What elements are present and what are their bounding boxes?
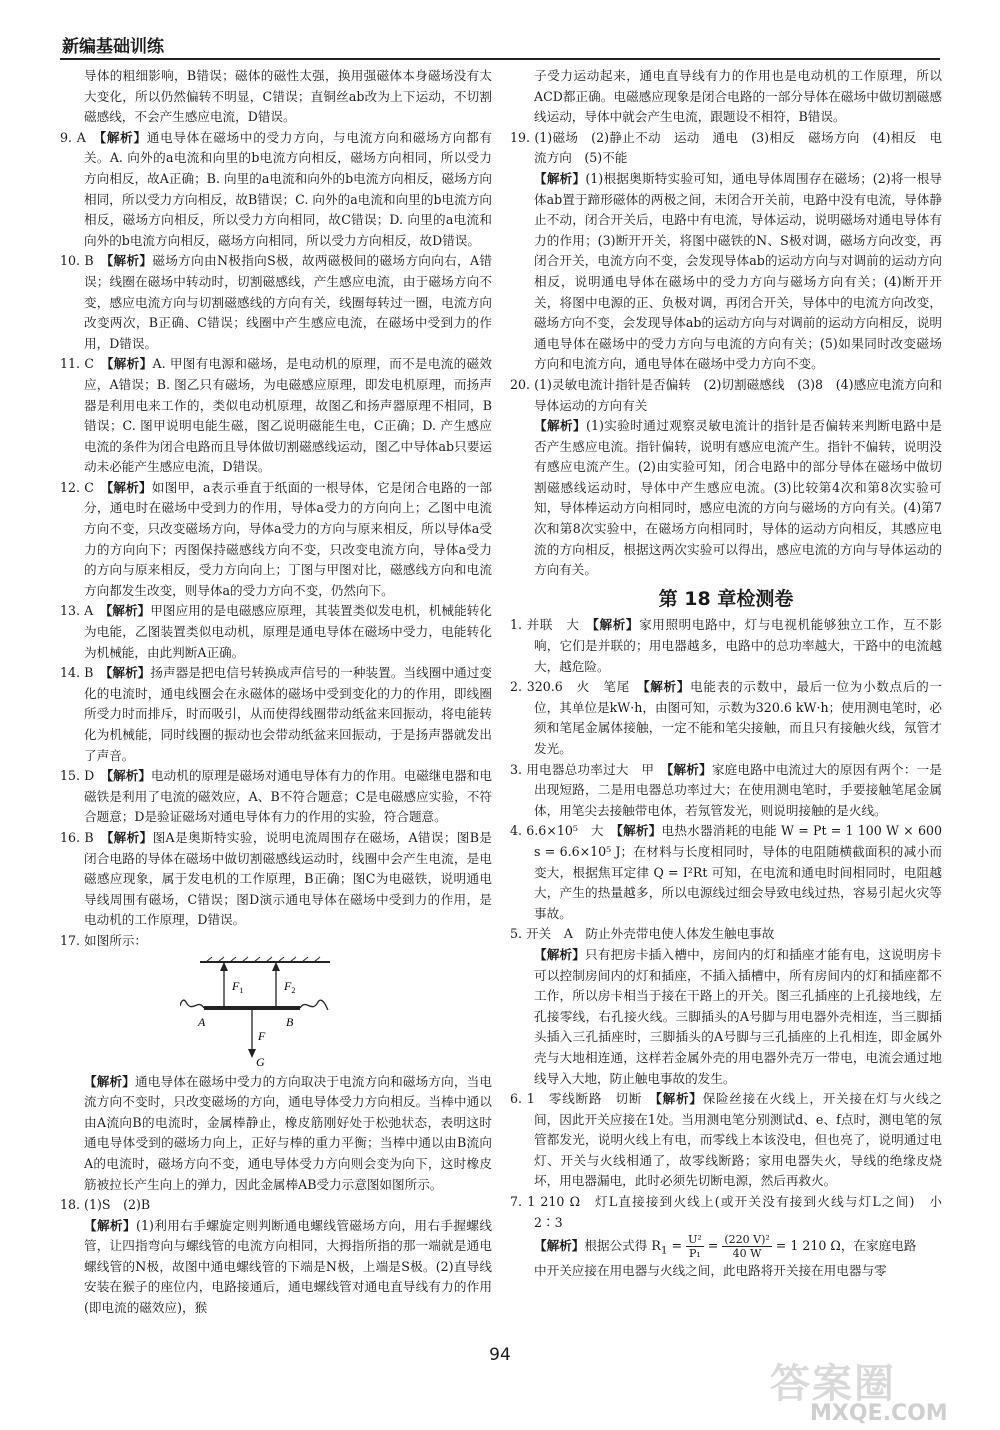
answer-head: 17. 如图所示： bbox=[60, 932, 148, 948]
answer-paragraph: 导体的粗细影响，B错误；磁体的磁性太强，换用强磁体本身磁场没有太大变化，所以仍然偏转不明显，C错误；直铜丝ab改为上下运动，不切割磁感线，不会产生感应电流，D错误。 bbox=[84, 68, 492, 125]
answer-head: 11. C bbox=[60, 356, 108, 372]
f1-label: $F_1$ bbox=[232, 978, 244, 995]
answer-item-17 bbox=[60, 931, 492, 952]
answer-text: A. 甲图有电源和磁场，是电动机的原理，而不是电流的磁效应，A错误；B. 图乙只有磁场，为电磁感应原理，即发电机原理，而扬声器是利用电来工作的，类似电动机原理，故图乙和扬声器原理不相同，B错误；C. 图甲说明电能生磁，图乙说明磁能生电，C正确；D. 产生感应电流的条件为闭合电路而且导体做切割磁感线运动，图乙中导体ab只要运动未必能产生感应电流，D错误。 bbox=[84, 356, 492, 475]
answer-item-18 bbox=[60, 1195, 492, 1216]
answer-text: 中开关应接在用电器与火线之间，此电路将开关接在用电器与零 bbox=[534, 1263, 887, 1279]
analysis-tag: 【解析】 bbox=[616, 823, 662, 839]
f1-arrowhead bbox=[220, 962, 228, 971]
force-f-label: F bbox=[258, 1028, 266, 1043]
formula-eq: = bbox=[703, 1238, 723, 1254]
analysis-tag: 【解析】 bbox=[107, 829, 153, 845]
answer-text: 图A是奥斯特实验，说明电流周围存在磁场，A错误；图B是闭合电路的导体在磁场中做切割磁感线运动时，线圈中会产生电流，是电磁感应现象，属于发电机的工作原理，B正确；图C为电磁铁，说明通电导线周围有磁场，C错误；图D演示通电导体在磁场中受到力的作用，是电动机的工作原理，D错误。 bbox=[84, 829, 493, 928]
right-column bbox=[510, 66, 955, 1282]
analysis-tag: 【解析】 bbox=[534, 946, 586, 962]
answer-head: 14. B bbox=[60, 665, 107, 681]
formula-post: = 1 210 Ω，在家庭电路 bbox=[771, 1238, 917, 1254]
formula-eq: = bbox=[667, 1238, 687, 1254]
analysis-tag: 【解析】 bbox=[99, 129, 147, 145]
analysis-tag: 【解析】 bbox=[105, 603, 151, 619]
force-diagram bbox=[180, 956, 380, 1068]
fraction-denominator: P₁ bbox=[689, 1247, 701, 1261]
answer-head: 5. 开关 A 防止外壳带电使人体发生触电事故 bbox=[510, 926, 775, 942]
answer-text: 甲图应用的是电磁感应原理，其装置类似发电机，机械能转化为电能，乙图装置类似电动机，原理是通电导体在磁场中受力，电能转化为机械能，由此判断A正确。 bbox=[84, 603, 492, 660]
formula-pre: 根据公式得 R bbox=[584, 1238, 661, 1254]
watermark-logo bbox=[770, 1352, 970, 1426]
fraction-220v-40w bbox=[722, 1233, 771, 1260]
answer-head: 20. (1)灵敏电流计指针是否偏转 (2)切割磁感线 (3)8 (4)感应电流方向和导体运动的方向有关 bbox=[510, 376, 942, 413]
answer-head: 15. D bbox=[60, 768, 107, 784]
answer-item-17-analysis bbox=[60, 1072, 492, 1196]
header-rule bbox=[60, 58, 940, 60]
f2-label: $F_2$ bbox=[284, 978, 296, 995]
fraction-u2-p1 bbox=[686, 1233, 704, 1260]
answer-head: 7. 1 210 Ω 灯L直接接到火线上(或开关没有接到火线与灯L之间) 小 2∶3 bbox=[510, 1194, 955, 1230]
watermark-text: 答案圈 bbox=[770, 1361, 896, 1407]
analysis-tag: 【解析】 bbox=[592, 617, 640, 633]
test-item-7 bbox=[510, 1192, 955, 1233]
chapter-title: 第 18 章检测卷 bbox=[658, 587, 794, 610]
analysis-tag: 【解析】 bbox=[107, 356, 153, 372]
test-item-3 bbox=[510, 760, 942, 822]
answer-text: 家用照明电路中，灯与电视机能够独立工作，互不影响，它们是并联的；用电器越多，电路中的总功率越大，干路中的电流越大，越危险。 bbox=[534, 617, 942, 674]
answer-text: 电能表的示数中，最后一位为小数点后的一位，其单位是kW·h，由图可知，示数为320.6 kW·h；使用测电笔时，必须和笔尾金属体接触，一定不能和笔尖接触，而且只有接触火线，氖管才发光。 bbox=[534, 679, 943, 756]
answer-head: 12. C bbox=[60, 479, 107, 495]
test-item-2 bbox=[510, 677, 942, 759]
book-title: 新编基础训练 bbox=[62, 37, 164, 57]
test-item-4 bbox=[510, 821, 942, 924]
answer-item-14 bbox=[60, 663, 492, 766]
fraction-numerator: (220 V)² bbox=[724, 1233, 770, 1247]
answer-text: 家庭电路中电流过大的原因有两个：一是出现短路，二是用电器总功率过大；在使用测电笔时，手要接触笔尾金属体，用笔尖去接触带电体，若氖管发光，则说明接触的是火线。 bbox=[534, 761, 942, 818]
answer-text: (1)实验时通过观察灵敏电流计的指针是否偏转来判断电路中是否产生感应电流。指针偏转，说明有感应电流产生。指针不偏转，说明没有感应电流产生。(2)由实验可知，闭合电路中的部分导体在磁场中做切割磁感线运动时，导体中产生感应电流。(3)比较第4次和第8次实验可知，导体棒运动方向相同时，感应电流的方向与磁场的方向有关。(4)第7次和第8次实验中，在磁场方向相同时，导体的运动方向相反，其感应电流的方向相反，根据这两次实验可以得出，感应电流的方向与导体运动的方向有关。 bbox=[534, 418, 943, 578]
answer-head: 19. (1)磁场 (2)静止不动 运动 通电 (3)相反 磁场方向 (4)相反 电流方向 (5)不能 bbox=[510, 129, 942, 166]
analysis-tag: 【解析】 bbox=[666, 761, 712, 777]
answer-head: 6. 1 零线断路 切断 bbox=[510, 1091, 656, 1107]
fraction-denominator: 40 W bbox=[732, 1247, 762, 1261]
answer-item-11 bbox=[60, 354, 492, 478]
answer-paragraph: 子受力运动起来，通电直导线有力的作用也是电动机的工作原理，所以ACD都正确。电磁感应现象是闭合电路的一部分导体在磁场中做切割磁感线运动，导体中就会产生电流，跟题设不相符，B错误。 bbox=[534, 68, 942, 125]
answer-item-18-analysis bbox=[60, 1216, 492, 1319]
answer-text: 电动机的原理是磁场对通电导体有力的作用。电磁继电器和电磁铁是利用了电流的磁效应，A、B不符合题意；C是电磁感应实验，不符合题意；D是验证磁场对通电导体有力的作用的实验，符合题意。 bbox=[84, 768, 492, 825]
answer-head: 10. B bbox=[60, 253, 107, 269]
answer-head: 16. B bbox=[60, 829, 108, 845]
analysis-tag: 【解析】 bbox=[106, 253, 153, 269]
answer-head: 4. 6.6×10⁵ 大 bbox=[510, 823, 617, 839]
answer-item-16 bbox=[60, 828, 492, 931]
answer-head: 1. 并联 大 bbox=[510, 617, 593, 633]
gravity-arrowhead bbox=[248, 1049, 256, 1058]
answer-head: 18. (1)S (2)B bbox=[60, 1197, 151, 1213]
answer-text: 通电导体在磁场中的受力方向，与电流方向和磁场方向都有关。A. 向外的a电流和向里的b电流方向相反，磁场方向相同，所以受力方向相反，故A正确；B. 向里的a电流和向外的b电流方向相反，磁场方向相同，所以受力方向相反，故B错误；C. 向外的a电流和向里的b电流方向相反，磁场方向相反，所以受力方向相同，故C错误；D. 向里的a电流和向外的b电流方向相反，磁场方向相同，所以受力方向相反，故D错误。 bbox=[84, 129, 492, 248]
analysis-tag: 【解析】 bbox=[106, 768, 152, 784]
answer-item-15 bbox=[60, 766, 492, 828]
answer-text: (1)利用右手螺旋定则判断通电螺线管磁场方向，用右手握螺线管，让四指弯向与螺线管的电流方向相同，大拇指所指的那一端就是通电螺线管的N极，故图中通电螺线管的下端是N极，上端是S极。(2)直导线安装在猴子的座位内，电路接通后，通电螺线管对通电直导线有力的作用(即电流的磁效应)，猴 bbox=[84, 1217, 493, 1316]
analysis-tag: 【解析】 bbox=[84, 1073, 136, 1089]
left-wire bbox=[180, 1000, 204, 1008]
answer-text: 保险丝接在火线上，开关接在灯与火线之间，因此开关应接在1处。当用测电笔分别测试d、e、f点时，测电笔的氖管都发光，说明火线上有电，而零线上本该没电，但也亮了，说明通过电灯、开关与火线相通了，故零线断路；家用电器失火，导线的绝缘皮烧坏，用电器漏电，此时必须先切断电源，然后再救火。 bbox=[534, 1091, 942, 1189]
answer-text: 通电导体在磁场中受力的方向取决于电流方向和磁场方向，当电流方向不变时，只改变磁场的方向，通电导体受力方向相反。当棒中通以由A流向B的电流时，金属棒静止，橡皮筋刚好处于松弛状态，表明这时通电导体受到的磁场力向上，正好与棒的重力平衡；当棒中通以由B流向A的电流时，磁场方向不变，通电导体受力方向则会变为向下，这时橡皮筋被拉长产生向上的弹力，因此金属棒AB受力示意图如图所示。 bbox=[84, 1073, 493, 1192]
answer-text: 磁场方向由N极指向S极，故两磁极间的磁场方向向右，A错误；线圈在磁场中转动时，切割磁感线，产生感应电流，由于磁场方向不变，感应电流方向与切割磁感线的方向有关，线圈每转过一圈，电流方向改变两次，B正确、C错误；线圈中产生感应电流，在磁场中受到力的作用，D错误。 bbox=[84, 253, 492, 351]
answer-item-19 bbox=[510, 128, 942, 169]
answer-text: 电热水器消耗的电能 W = Pt = 1 100 W × 600 s = 6.6×10⁵ J；在材料与长度相同时，导体的电阻随横截面积的减小而变大，根据焦耳定律 Q = I²Rt 可知，在电流和通电时间相同时，电阻越大，产生的热量越多，所以电源线过细会导致电线过热，容易引起火灾等事故。 bbox=[534, 823, 942, 921]
gravity-g-label: G bbox=[256, 1054, 265, 1068]
answer-text: 只有把房卡插入槽中，房间内的灯和插座才能有电，这说明房卡可以控制房间内的灯和插座，不插入插槽中，所有房间内的灯和插座都不工作，所以房卡相当于接在干路上的开关。图三孔插座的上孔接地线，左孔接零线，右孔接火线。三脚插头的A号脚与用电器外壳相连，当三脚插头插入三孔插座时，三脚插头的A号脚与三孔插座的上孔相连，即金属外壳与大地相连通，这样若金属外壳的用电器外壳万一带电，电流会通过地线导入大地，防止触电事故的发生。 bbox=[534, 946, 943, 1086]
answer-item-9 bbox=[60, 128, 492, 252]
analysis-tag: 【解析】 bbox=[643, 679, 691, 695]
test-item-6 bbox=[510, 1089, 942, 1192]
analysis-tag: 【解析】 bbox=[534, 418, 587, 434]
analysis-tag: 【解析】 bbox=[534, 170, 586, 186]
f2-arrowhead bbox=[272, 962, 280, 971]
test-item-5-analysis bbox=[510, 945, 942, 1089]
answer-text: 如图甲，a表示垂直于纸面的一根导体，它是闭合电路的一部分，通电时在磁场中受到力的作用，导体a受力的方向向上；乙图中电流方向不变，只改变磁场方向，导体a受力的方向与原来相反，所以导体a受力的方向向下；丙图保持磁感线方向不变，只改变电流方向，导体a受力的方向与原来相反，受力方向向上；丁图与甲图对比，磁感线方向和电流方向都发生改变，则导体a的受力方向不变，仍然向下。 bbox=[84, 479, 492, 598]
answer-head: 2. 320.6 火 笔尾 bbox=[510, 679, 644, 695]
watermark-url: MXQE.COM bbox=[810, 1401, 948, 1426]
test-item-5 bbox=[510, 924, 942, 945]
test-item-7-analysis bbox=[510, 1233, 942, 1261]
test-item-1 bbox=[510, 615, 942, 677]
answer-item-19-analysis bbox=[510, 169, 942, 375]
left-column bbox=[60, 66, 492, 1319]
analysis-tag: 【解析】 bbox=[534, 1238, 585, 1254]
answer-head: 9. A bbox=[60, 129, 100, 145]
answer-item-13 bbox=[60, 601, 492, 663]
page-number: 94 bbox=[489, 1345, 511, 1365]
formula-sub: 1 bbox=[660, 1244, 668, 1257]
analysis-tag: 【解析】 bbox=[106, 665, 151, 681]
answer-head: 3. 用电器总功率过大 甲 bbox=[510, 761, 667, 777]
analysis-tag: 【解析】 bbox=[84, 1217, 137, 1233]
point-a-label: A bbox=[198, 1014, 206, 1029]
answer-item-12 bbox=[60, 478, 492, 602]
answer-item-10 bbox=[60, 251, 492, 354]
point-b-label: B bbox=[286, 1014, 294, 1029]
analysis-tag: 【解析】 bbox=[655, 1091, 703, 1107]
answer-text: (1)根据奥斯特实验可知，通电导体周围存在磁场；(2)将一根导体ab置于蹄形磁体的两极之间，未闭合开关前，电路中没有电流，导体静止不动，闭合开关后，电路中有电流，导体运动，说明磁场对通电导体有力的作用；(3)断开开关，将图中磁铁的N、S极对调，磁场方向改变，再闭合开关，电流方向不变，会发现导体ab的运动方向与对调前的运动方向相反，说明通电导体在磁场中的受力方向与磁场方向有关；(4)断开开关，将图中电源的正、负极对调，再闭合开关，导体中的电流方向改变，磁场方向不变，会发现导体ab的运动方向与对调前的运动方向相反，说明通电导体在磁场中的受力方向与电流的方向有关；(5)如果同时改变磁场方向和电流方向，通电导体在磁场中受力方向不变。 bbox=[534, 170, 942, 372]
analysis-tag: 【解析】 bbox=[106, 479, 152, 495]
answer-text: 扬声器是把电信号转换成声信号的一种装置。当线圈中通过变化的电流时，通电线圈会在永磁体的磁场中受到变化的力的作用，即线圈所受力时而排斥，时而吸引，从而使得线圈带动纸盆来回振动，将电能转化为机械能，同时线圈的振动也会带动纸盆来回振动，于是扬声器就发出了声音。 bbox=[84, 665, 492, 763]
answer-head: 13. A bbox=[60, 603, 106, 619]
right-wire bbox=[300, 1000, 328, 1010]
answer-item-20 bbox=[510, 375, 942, 416]
answer-item-20-analysis bbox=[510, 416, 942, 581]
fraction-numerator: U² bbox=[688, 1233, 702, 1247]
